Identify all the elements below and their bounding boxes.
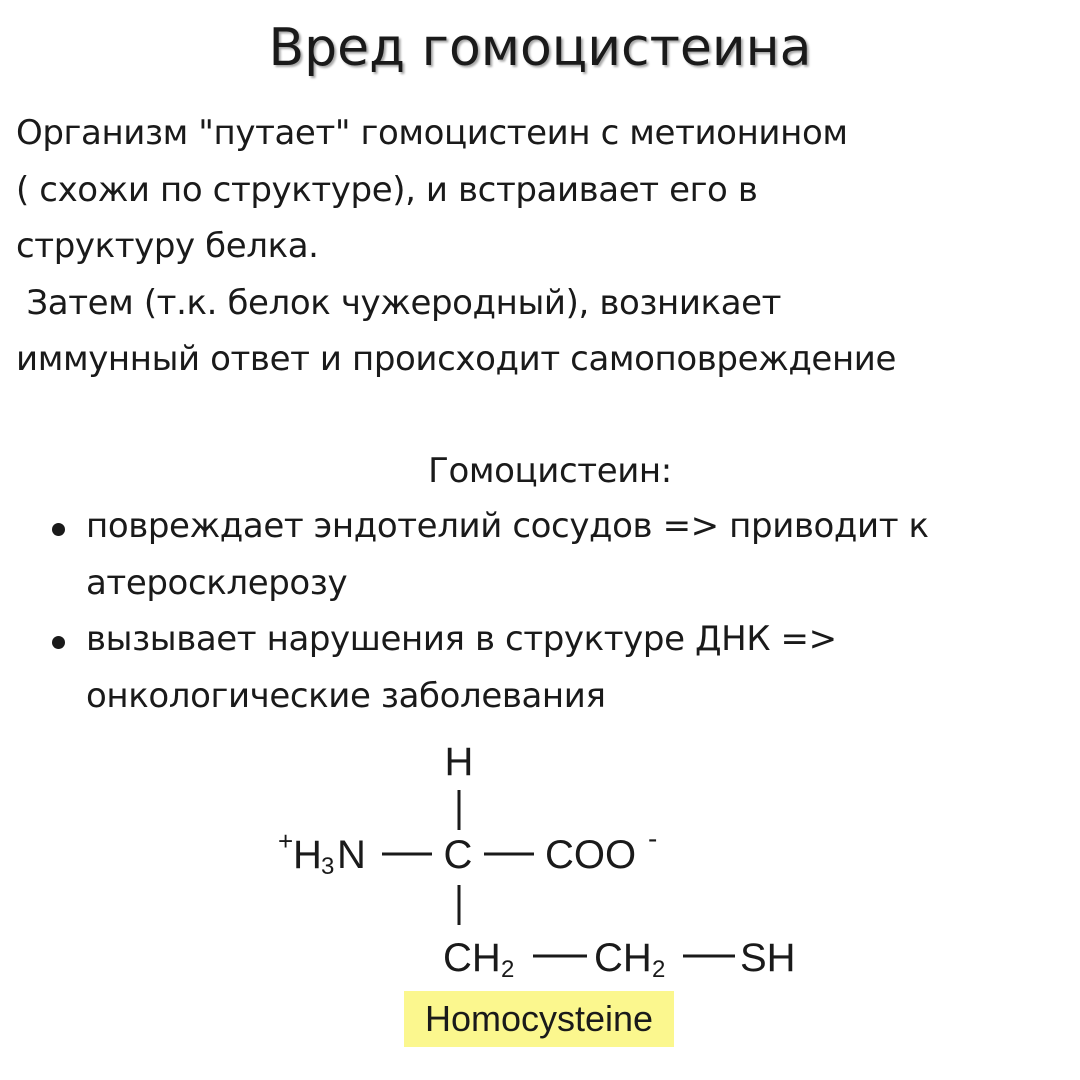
list-item — [50, 498, 1070, 611]
bullet-icon — [52, 523, 65, 536]
formula-carboxyl-charge: - — [648, 823, 658, 854]
list-item-line: вызывает нарушения в структуре ДНК => — [86, 619, 837, 659]
formula-thiol: SH — [740, 936, 796, 980]
list-item-line: онкологические заболевания — [86, 675, 606, 716]
intro-paragraph — [16, 105, 1076, 388]
intro-line: структуру белка. — [16, 226, 319, 266]
formula-ch2-first-sub: 2 — [501, 956, 515, 983]
formula-ch2-second-sub: 2 — [652, 956, 666, 983]
intro-line: иммунный ответ и происходит самоповреждение — [16, 339, 896, 379]
formula-amine-sub: 3 — [321, 853, 335, 880]
bullet-list — [50, 498, 1070, 724]
formula-carboxyl: COO — [545, 833, 637, 877]
bullet-icon — [52, 636, 65, 649]
formula-amine-h: H — [293, 833, 322, 877]
intro-line: Организм "путает" гомоцистеин с метионином — [16, 113, 848, 153]
intro-line: Затем (т.к. белок чужеродный), возникает — [16, 282, 782, 323]
list-item-line: повреждает эндотелий сосудов => приводит к — [86, 506, 929, 546]
intro-line: ( схожи по структуре), и встраивает его в — [16, 169, 758, 210]
formula-center-atom: C — [443, 833, 473, 877]
formula-amine-charge: + — [278, 826, 294, 856]
formula-top-atom: H — [444, 740, 474, 784]
formula-ch2-second: CH — [594, 936, 652, 980]
formula-ch2-first: CH — [443, 936, 501, 980]
list-item — [50, 611, 1070, 724]
formula-amine-n: N — [337, 833, 366, 877]
page-title: Вред гомоцистеина — [268, 18, 812, 78]
subheading: Гомоцистеин: — [428, 451, 672, 491]
list-item-line: атеросклерозу — [86, 562, 348, 603]
formula-caption: Homocysteine — [424, 998, 654, 1039]
